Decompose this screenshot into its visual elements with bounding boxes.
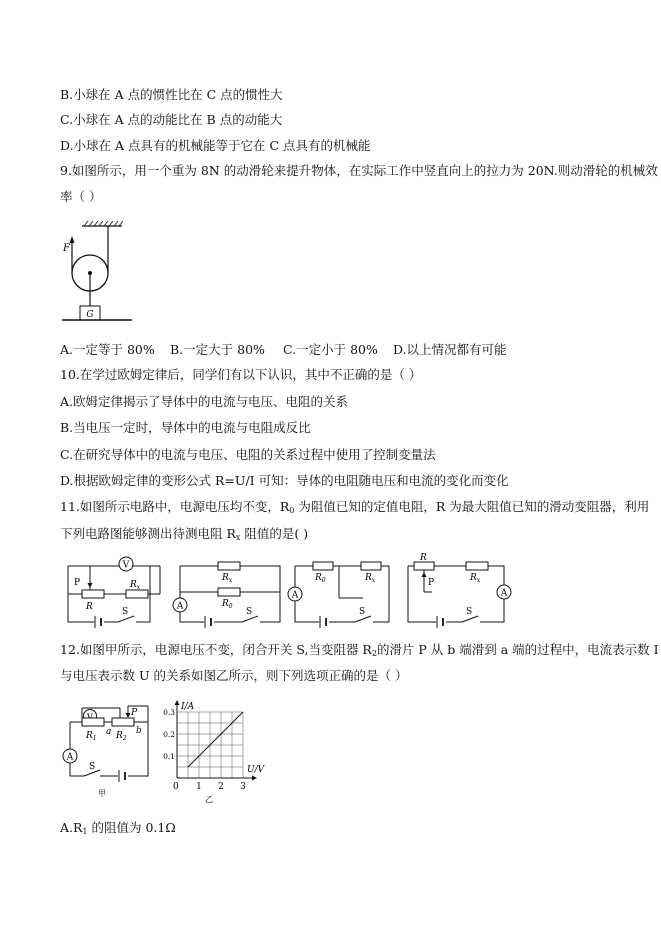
q12-stem-line1: 12.如图甲所示，电源电压不变，闭合开关 S,当变阻器 $R_2$的滑片 P 从 b 端滑到 a 端的过程中，电流表示数 I [60,642,659,658]
ammeter-label: A [500,588,508,599]
slider-label: P [131,708,138,718]
q12-circuit-jia [60,700,160,800]
q9-option-d: D.以上情况都有可能 [393,342,507,357]
q11-stem-line2: 下列电路图能够测出待测电阻 $R_x$ 阻值的是( ) [60,526,309,542]
slider-label: P [428,578,435,588]
r0-label: $R_0$ [315,573,326,584]
q10-stem: 10.在学过欧姆定律后，同学们有以下认识，其中不正确的是（ ） [60,367,422,382]
q12-option-a: $A.R_1$ 的阻值为 0.1Ω [60,820,176,836]
rx-label: $R_x$ [470,573,481,584]
voltmeter-label: V [122,560,130,571]
chart-y-axis-arrow [175,700,180,705]
q11-stem-line1: 11.如图所示电路中，电源电压均不变，$R_0$ 为阻值已知的定值电阻，R 为最大阻值已知的滑动变阻器，利用 [60,499,650,515]
q10-option-d: D.根据欧姆定律的变形公式 R=U/I 可知：导体的电阻随电压和电流的变化而变化 [60,473,509,488]
rx-label: $R_x$ [365,573,376,584]
slider-label: P [74,578,81,588]
q9-option-a: A.一定等于 80% [60,342,155,357]
chart-x-tick-label: 3 [240,782,246,792]
q9-stem-line2: 率（ ） [60,189,102,204]
chart-x-axis-arrow [252,776,257,781]
chart-y-axis-label: I/A [181,702,195,712]
q8-option-c: C.小球在 A 点的动能比在 B 点的动能大 [60,112,283,127]
q11-circuit-2 [170,556,286,628]
switch-label: S [466,607,473,617]
ammeter-label: A [176,601,184,612]
chart-y-tick-label: 0.3 [163,708,175,717]
switch-label: S [122,607,129,617]
ammeter-label: A [291,590,299,601]
chart-x-tick-label: 2 [218,782,224,792]
rx-label: $R_x$ [222,573,233,584]
q9-option-b: B.一定大于 80% [170,342,265,357]
end-a-label: a [106,727,112,737]
chart-series-line [188,712,243,767]
switch-label: S [89,762,96,772]
r1-label: $R_1$ [86,731,97,742]
chart-y-tick-label: 0.1 [163,752,175,761]
q11-circuit-1 [60,552,170,628]
q9-stem-line1: 9.如图所示，用一个重为 8N 的动滑轮来提升物体，在实际工作中竖直向上的拉力为 20N.则动滑轮的机械效 [60,163,658,178]
q8-option-b: B.小球在 A 点的惯性比在 C 点的惯性大 [60,87,283,102]
q10-option-c: C.在研究导体中的电流与电压、电阻的关系过程中使用了控制变量法 [60,447,436,462]
chart-x-axis-label: U/V [247,765,265,775]
end-b-label: b [136,726,142,736]
q10-option-b: B.当电压一定时，导体中的电流与电阻成反比 [60,420,311,435]
chart-caption-yi: 乙 [205,795,213,804]
r0-label: $R_0$ [222,599,233,610]
q12-stem-line2: 与电压表示数 U 的关系如图乙所示，则下列选项正确的是（ ） [60,668,408,683]
switch-label: S [246,607,253,617]
chart-y-tick-label: 0.2 [163,730,175,739]
q12-iu-chart [165,698,265,806]
switch-label: S [359,607,366,617]
force-label-f: F [63,243,70,254]
q8-option-d: D.小球在 A 点具有的机械能等于它在 C 点具有的机械能 [60,138,371,153]
weight-label-g: G [86,310,94,320]
r2-label: $R_2$ [116,731,127,742]
q10-option-a: A.欧姆定律揭示了导体中的电流与电压、电阻的关系 [60,394,349,409]
rx-label: $R_x$ [130,580,141,591]
q11-circuit-4 [400,552,516,628]
chart-x-tick-label: 1 [196,782,202,792]
rheostat-label: R [420,553,427,563]
q9-option-c: C.一定小于 80% [283,342,378,357]
ammeter-label: A [66,752,74,763]
chart-origin-label: 0 [173,782,179,792]
rheostat-label: R [86,602,93,612]
pulley-figure [60,218,140,330]
figure-caption-jia: 甲 [98,789,106,798]
q11-circuit-3 [285,556,397,628]
